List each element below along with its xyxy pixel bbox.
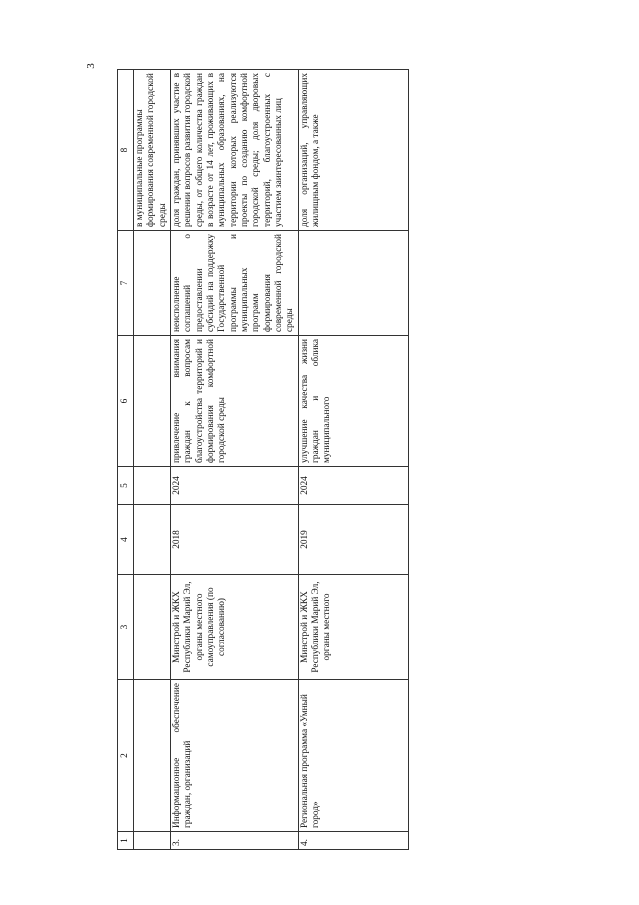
expected-result: улучшение качества жизни граждан и облика муниципального	[298, 336, 408, 467]
executor: Минстрой и ЖКХ Республики Марий Эл, органы местного	[298, 575, 408, 680]
activity-name: Региональная программа «Умный город»	[298, 680, 408, 832]
continuation-indicators: в муниципальные программы формирования современной городской среды	[134, 70, 171, 231]
column-number-8: 8	[118, 70, 134, 231]
indicators: доля организаций, управляющих жилищным фондом, а также	[298, 70, 408, 231]
column-number-5: 5	[118, 467, 134, 505]
column-number-4: 4	[118, 505, 134, 575]
risks: неисполнение соглашений о предоставлении субсидий на поддержку Государственной программы и муниципальных программ формирования современной городской среды	[170, 231, 298, 336]
column-number-7: 7	[118, 231, 134, 336]
column-number-6: 6	[118, 336, 134, 467]
activity-name: Информационное обеспечение граждан, организаций	[170, 680, 298, 832]
row-number: 4.	[298, 832, 408, 850]
column-number-2: 2	[118, 680, 134, 832]
start-year: 2018	[170, 505, 298, 575]
end-year: 2024	[298, 467, 408, 505]
page-number: 3	[84, 63, 97, 69]
executor: Минстрой и ЖКХ Республики Марий Эл, органы местного самоуправления (по согласованию)	[170, 575, 298, 680]
start-year: 2019	[298, 505, 408, 575]
indicators: доля граждан, принявших участие в решении вопросов развития городской среды, от общего количества граждан в возрасте от 14 лет, проживающих в муниципальных образованиях, на территории которых реализуются проекты по созданию комфортной городской среды; доля дворовых территорий, благоустроенных с участием заинтересованных лиц	[170, 70, 298, 231]
column-number-3: 3	[118, 575, 134, 680]
table-row	[298, 70, 408, 850]
table-row	[170, 70, 298, 850]
end-year: 2024	[170, 467, 298, 505]
row-number: 3.	[170, 832, 298, 850]
continuation-row	[134, 70, 171, 850]
program-table	[117, 69, 409, 850]
expected-result: привлечение внимания граждан к вопросам благоустройства территорий и формирования комфортной городской среды	[170, 336, 298, 467]
rotated-page-content	[117, 70, 557, 850]
risks	[298, 231, 408, 336]
column-number-1: 1	[118, 832, 134, 850]
column-number-row	[118, 70, 134, 850]
